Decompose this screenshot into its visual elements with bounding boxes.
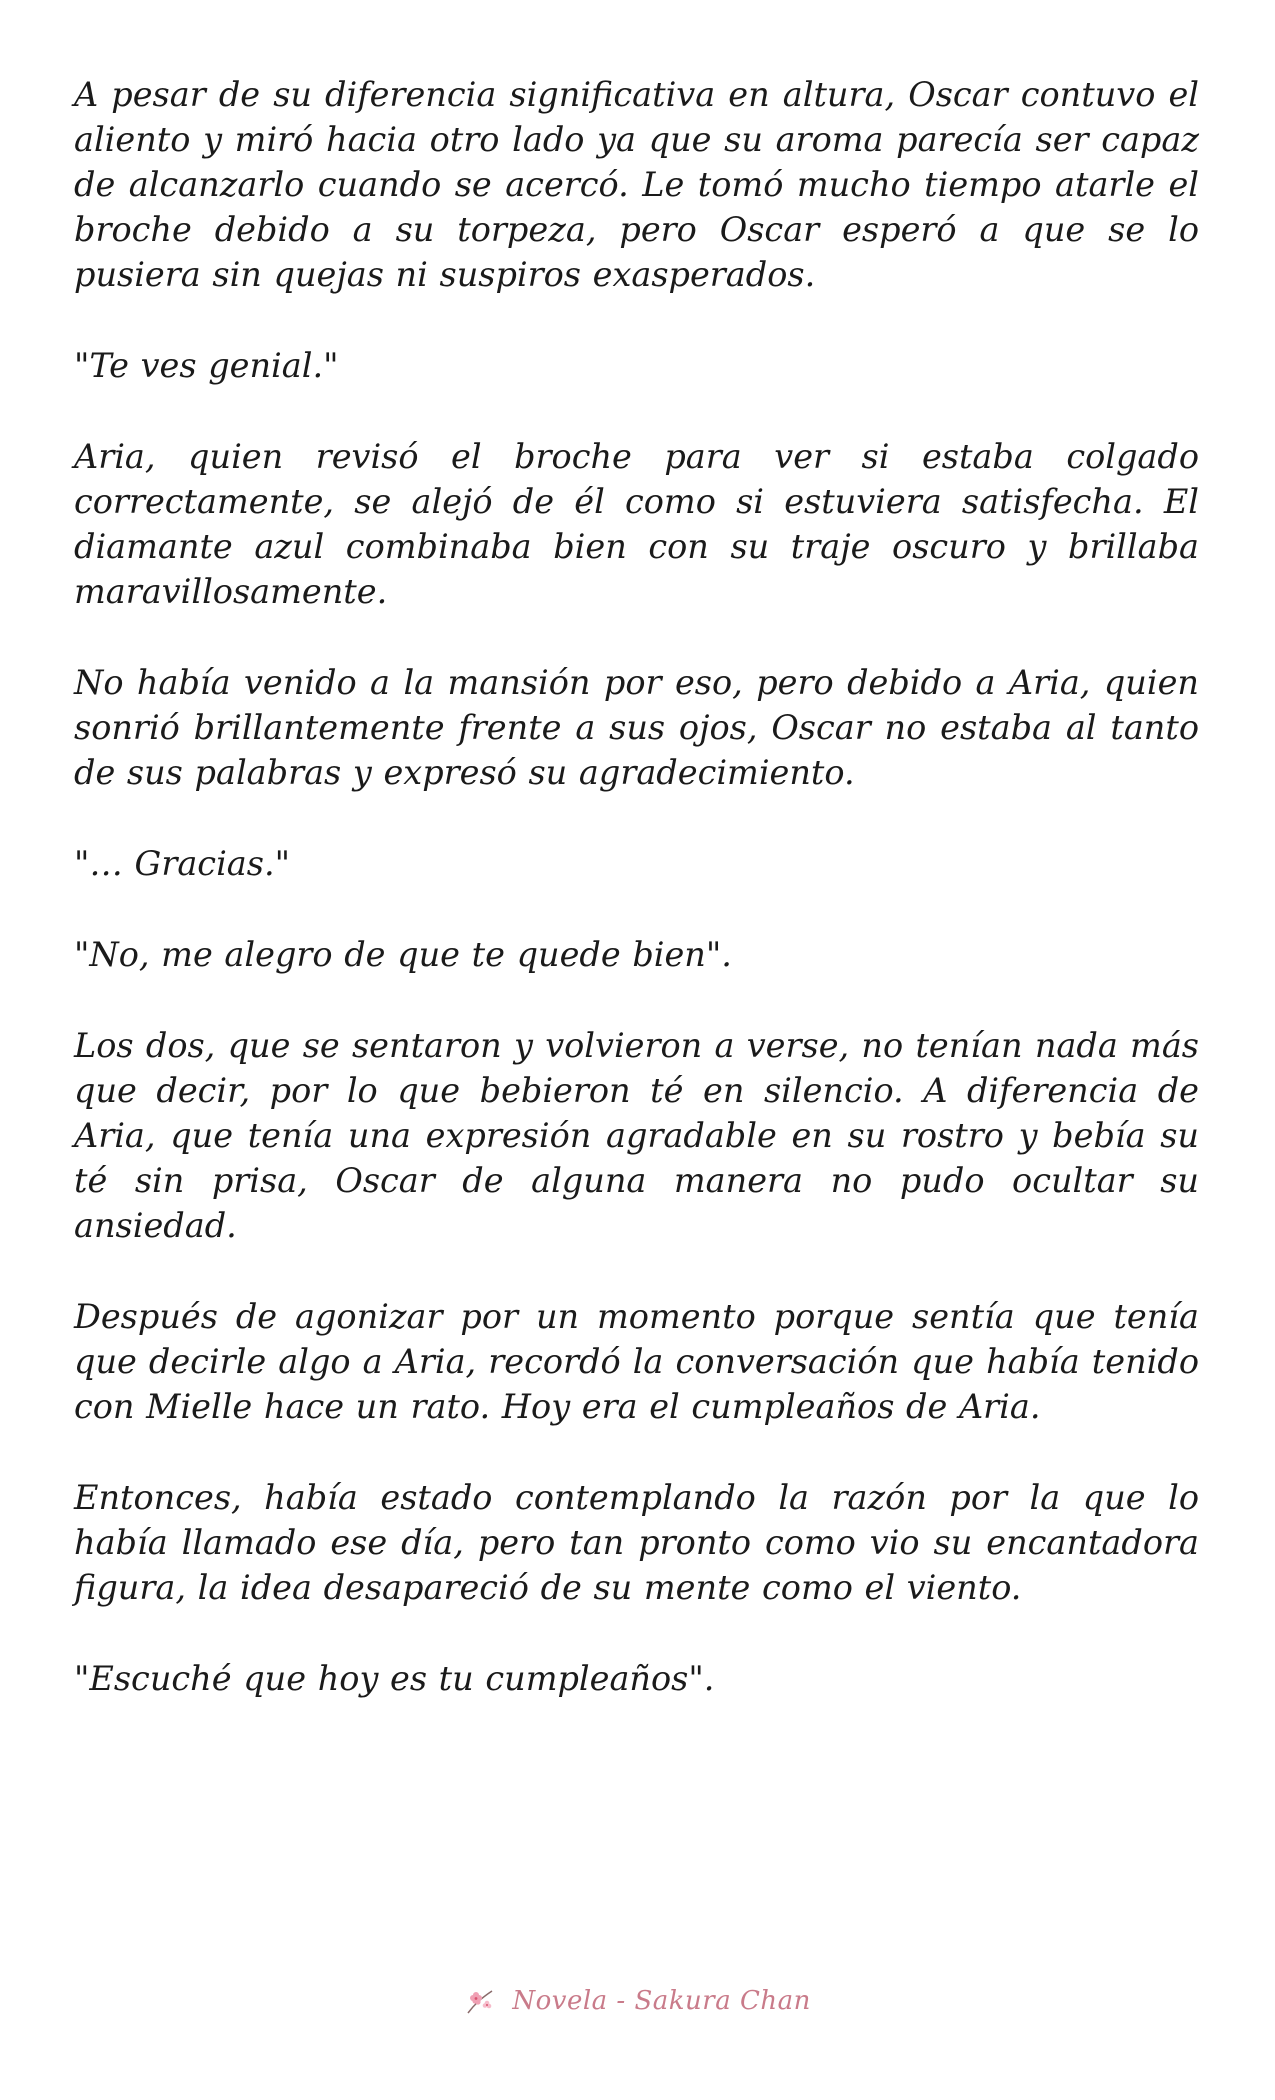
paragraph-1: A pesar de su diferencia significativa en altura, Oscar contuvo el aliento y miró hacia otro lado ya que su aroma parecía ser capaz de alcanzarlo cuando se acercó. Le tomó mucho tiempo atarle el broche debido a su torpeza, pero Oscar esperó a que se lo pusiera sin quejas ni suspiros exasperados.	[74, 75, 1199, 294]
document-body	[74, 72, 1199, 1747]
cherry-blossom-icon	[464, 1985, 496, 2017]
paragraph-6: "No, me alegro de que te quede bien".	[74, 935, 732, 974]
paragraph-7: Los dos, que se sentaron y volvieron a verse, no tenían nada más que decir, por lo que bebieron té en silencio. A diferencia de Aria, que tenía una expresión agradable en su rostro y bebía su té sin prisa, Oscar de alguna manera no pudo ocultar su ansiedad.	[74, 1026, 1199, 1245]
paragraph-3: Aria, quien revisó el broche para ver si estaba colgado correctamente, se alejó de él como si estuviera satisfecha. El diamante azul combinaba bien con su traje oscuro y brillaba maravillosamente.	[74, 437, 1199, 611]
paragraph-9: Entonces, había estado contemplando la razón por la que lo había llamado ese día, pero tan pronto como vio su encantadora figura, la idea desapareció de su mente como el viento.	[74, 1478, 1199, 1607]
paragraph-10: "Escuché que hoy es tu cumpleaños".	[74, 1659, 715, 1698]
paragraph-5: "… Gracias."	[74, 844, 291, 883]
footer-watermark	[0, 1985, 1275, 2017]
paragraph-8: Después de agonizar por un momento porque sentía que tenía que decirle algo a Aria, recordó la conversación que había tenido con Mielle hace un rato. Hoy era el cumpleaños de Aria.	[74, 1297, 1199, 1426]
footer-brand-text: Novela - Sakura Chan	[512, 1986, 811, 2016]
paragraph-4: No había venido a la mansión por eso, pero debido a Aria, quien sonrió brillantemente frente a sus ojos, Oscar no estaba al tanto de sus palabras y expresó su agradecimiento.	[74, 663, 1199, 792]
paragraph-2: "Te ves genial."	[74, 346, 339, 385]
